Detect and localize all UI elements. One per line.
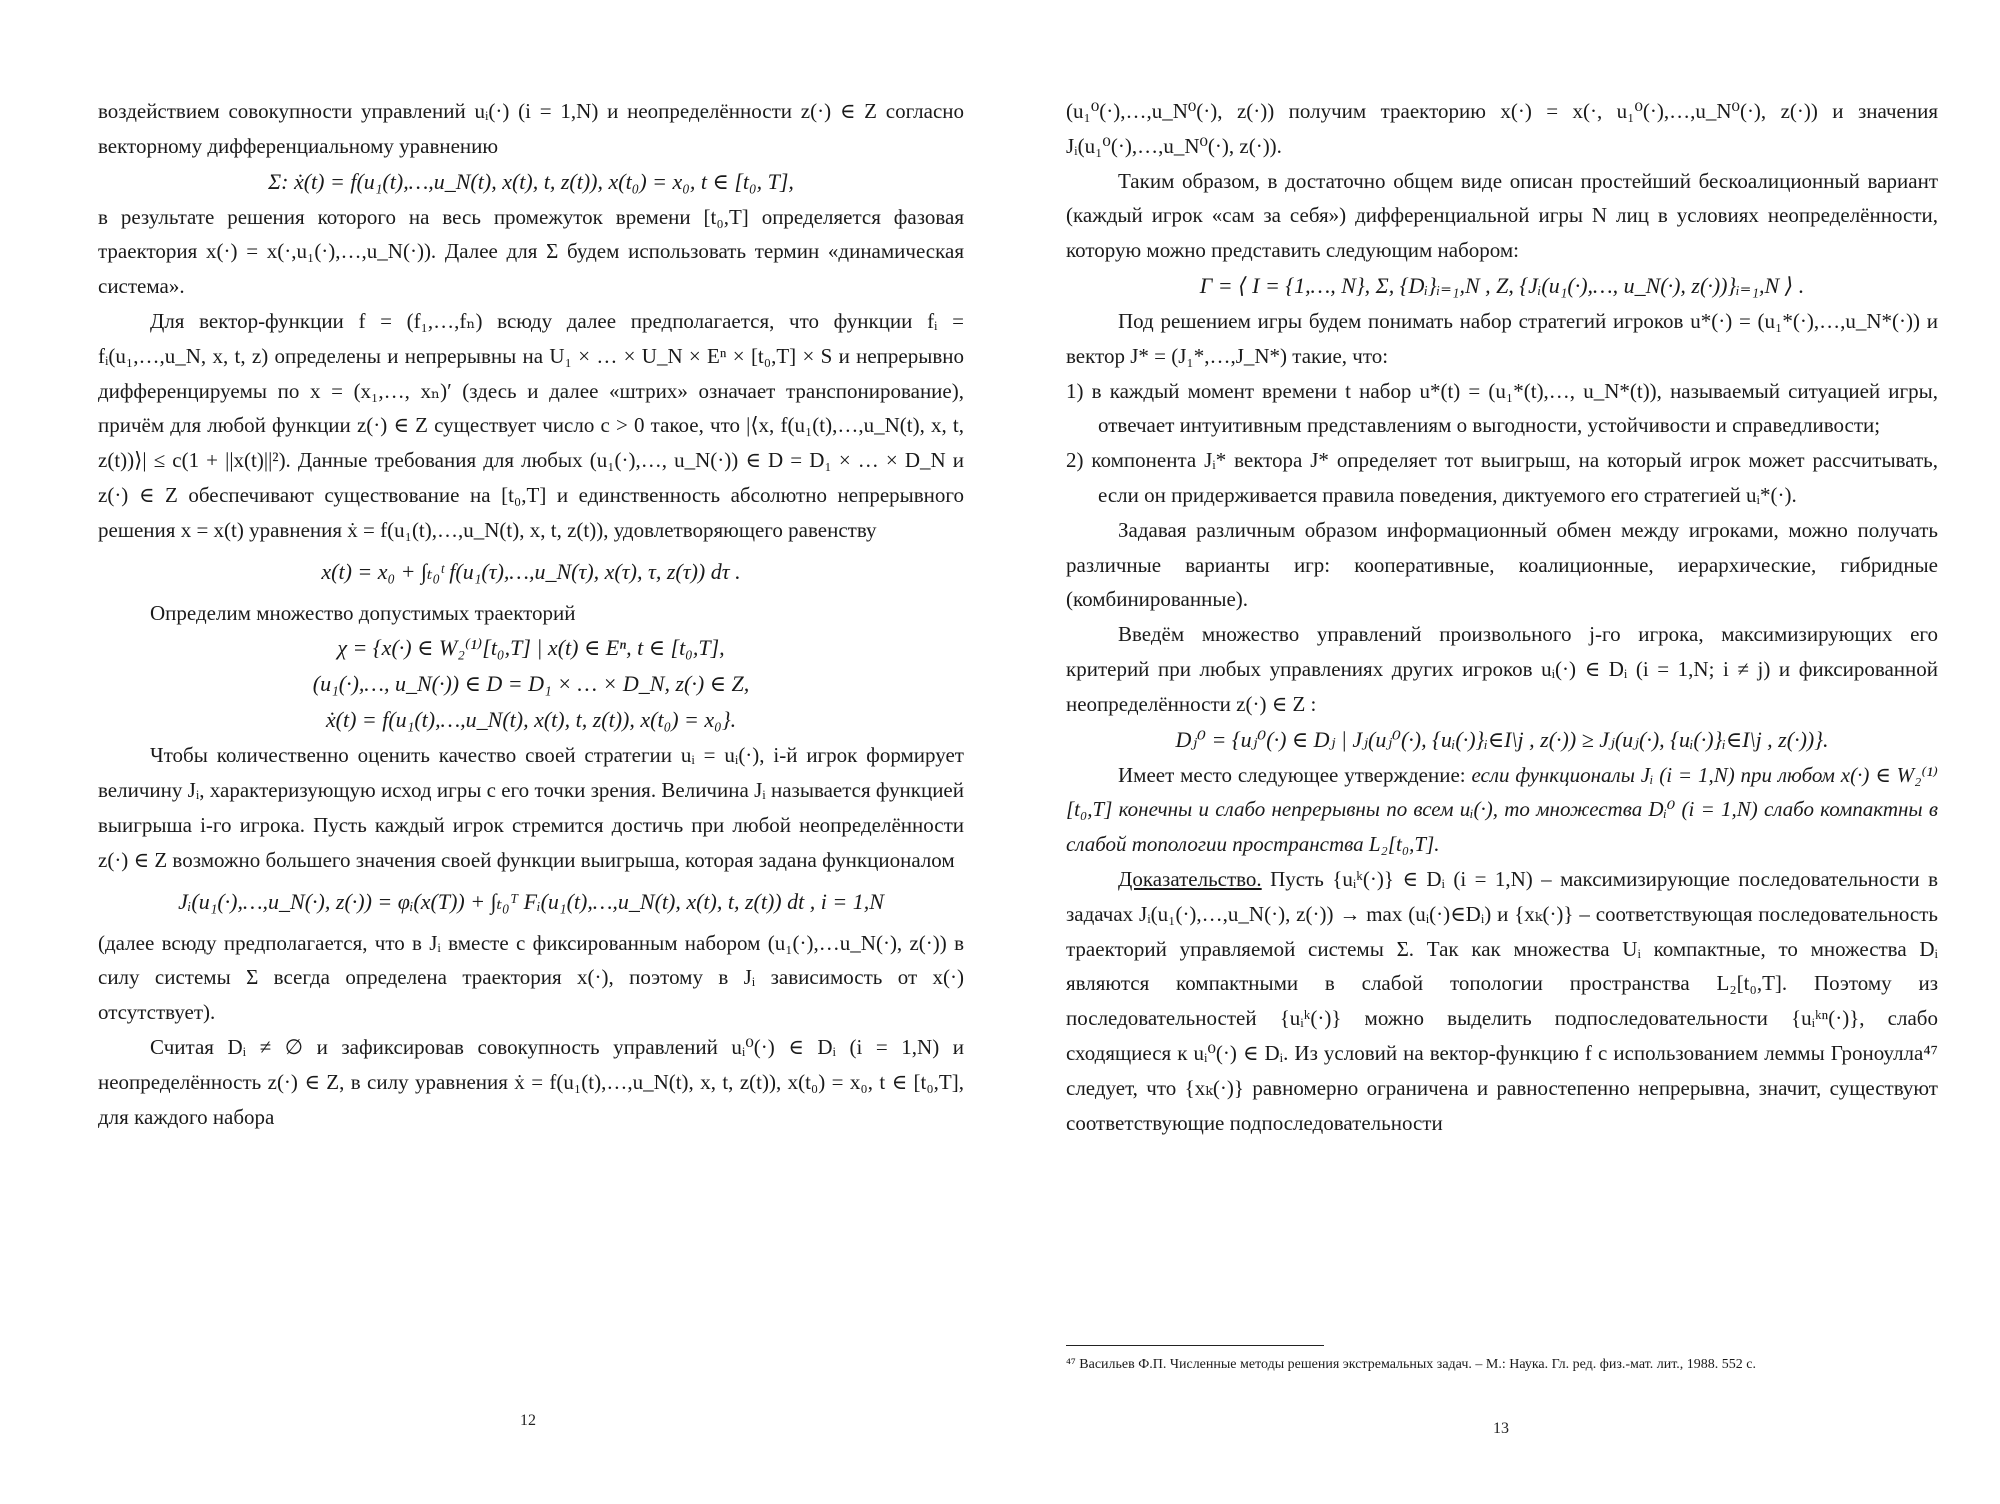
equation-integral: x(t) = x₀ + ∫ₜ₀ᵗ f(u₁(τ),…,u_N(τ), x(τ), τ, z(τ)) dτ . [321,558,741,584]
paragraph: воздействием совокупности управлений uᵢ(·) (i = 1,N) и неопределённости z(·) ∈ Z согласно векторному дифференциальному уравнению [98,99,964,158]
paragraph: Введём множество управлений произвольного j-го игрока, максимизирующих его критерий при любых управлениях других игроков uᵢ(·) ∈ Dᵢ (i = 1,N; i ≠ j) и фиксированной неопределённости z(·) ∈ Z : [1066,622,1938,716]
equation-d-set: Dⱼ⁰ = {uⱼ⁰(·) ∈ Dⱼ | Jⱼ(uⱼ⁰(·), {uᵢ(·)}ᵢ∈I\j , z(·)) ≥ Jⱼ(uⱼ(·), {uᵢ(·)}ᵢ∈I\j , z(·))}. [1175,726,1829,752]
paragraph: Определим множество допустимых траекторий [150,600,576,625]
paragraph: (далее всюду предполагается, что в Jᵢ вместе с фиксированным набором (u₁(·),…u_N(·), z(·)) в силу системы Σ всегда определена траектория x(·), поэтому в Jᵢ зависимость от x(·) отсутствует). [98,930,964,1025]
footnote-divider [1066,1345,1324,1346]
equation-chi-line-1: χ = {x(·) ∈ W₂⁽¹⁾[t₀,T] | x(t) ∈ Eⁿ, t ∈ [t₀,T], [337,635,725,661]
equation-payoff: Jᵢ(u₁(·),…,u_N(·), z(·)) = φᵢ(x(T)) + ∫ₜ₀ᵀ Fᵢ(u₁(t),…,u_N(t), x(t), t, z(t)) dt , i = 1,N [178,888,884,914]
paragraph: (u₁⁰(·),…,u_N⁰(·), z(·)) получим траекторию x(·) = x(·, u₁⁰(·),…,u_N⁰(·), z(·)) и значения Jᵢ(u₁⁰(·),…,u_N⁰(·), z(·)). [1066,99,1938,158]
paragraph: Считая Dᵢ ≠ ∅ и зафиксировав совокупность управлений uᵢ⁰(·) ∈ Dᵢ (i = 1,N) и неопределённость z(·) ∈ Z, в силу уравнения ẋ = f(u₁(t),…,u_N(t), x, t, z(t)), x(t₀) = x₀, t ∈ [t₀,T], для каждого набора [98,1034,964,1129]
equation-chi-line-3: ẋ(t) = f(u₁(t),…,u_N(t), x(t), t, z(t)), x(t₀) = x₀}. [325,707,737,733]
paragraph: Задавая различным образом информационный обмен между игроками, можно получать различные варианты игр: кооперативные, коалиционные, иерархические, гибридные (комбинированные). [1066,517,1938,612]
paragraph: Таким образом, в достаточно общем виде описан простейший бескоалиционный вариант (каждый игрок «сам за себя») дифференциальной игры N лиц в условиях неопределённости, которую можно представить следующим набором: [1066,168,1938,263]
theorem-intro: Имеет место следующее утверждение: [1118,762,1472,787]
page-number: 12 [520,1412,536,1429]
equation-chi-line-2: (u₁(·),…, u_N(·)) ∈ D = D₁ × … × D_N, z(·) ∈ Z, [312,671,750,697]
footnote: ⁴⁷ Васильев Ф.П. Численные методы решения экстремальных задач. – М.: Наука. Гл. ред. физ.-мат. лит., 1988. 552 с. [1066,1357,1756,1372]
list-item: 1) в каждый момент времени t набор u*(t) = (u₁*(t),…, u_N*(t)), называемый ситуацией игры, отвечает интуитивным представлениям о выгодности, устойчивости и справедливости; [1066,378,1938,438]
paragraph: Под решением игры будем понимать набор стратегий игроков u*(·) = (u₁*(·),…,u_N*(·)) и вектор J* = (J₁*,…,J_N*) такие, что: [1066,308,1938,368]
equation-sigma: Σ: ẋ(t) = f(u₁(t),…,u_N(t), x(t), t, z(t)), x(t₀) = x₀, t ∈ [t₀, T], [268,168,794,194]
proof-paragraph [1066,862,1938,1140]
list-item: 2) компонента Jᵢ* вектора J* определяет тот выигрыш, на который игрок может рассчитывать, если он придерживается правила поведения, диктуемого его стратегией uᵢ*(·). [1066,448,1938,507]
paragraph: Чтобы количественно оценить качество своей стратегии uᵢ = uᵢ(·), i-й игрок формирует величину Jᵢ, характеризующую исход игры с его точки зрения. Величина Jᵢ называется функцией выигрыша i-го игрока. Пусть каждый игрок стремится достичь при любой неопределённости z(·) ∈ Z возможно большего значения своей функции выигрыша, которая задана функционалом [98,743,964,872]
page-number: 13 [1493,1420,1509,1437]
proof-text: Пусть {uᵢᵏ(·)} ∈ Dᵢ (i = 1,N) – максимизирующие последовательности в задачах Jᵢ(u₁(·),…,u_N(·), z(·)) → max (uᵢ(·)∈Dᵢ) и {xₖ(·)} – соответствующая последовательность траекторий управляемой системы Σ. Так как множества Uᵢ компактные, то множества Dᵢ являются компактными в слабой топологии пространства L₂[t₀,T]. Поэтому из последовательностей {uᵢᵏ(·)} можно выделить подпоследовательности {uᵢᵏⁿ(·)}, слабо сходящиеся к uᵢ⁰(·) ∈ Dᵢ. Из условий на вектор-функцию f с использованием леммы Гроноулла⁴⁷ следует, что {xₖ(·)} равномерно ограничена и равностепенно непрерывна, значит, существуют соответствующие подпоследовательности [1066,866,1938,1135]
equation-gamma: Γ = ⟨ I = {1,…, N}, Σ, {Dᵢ}ᵢ₌₁,N , Z, {Jᵢ(u₁(·),…, u_N(·), z(·))}ᵢ₌₁,N ⟩ . [1199,272,1805,298]
theorem-statement: если функционалы Jᵢ (i = 1,N) при любом x(·) ∈ W₂⁽¹⁾[t₀,T] конечны и слабо непрерывны по всем uᵢ(·), то множества Dᵢ⁰ (i = 1,N) слабо компактны в слабой топологии пространства L₂[t₀,T]. [1066,762,1938,857]
left-page [98,94,964,1134]
theorem-paragraph [1066,758,1938,862]
paragraph: Для вектор-функции f = (f₁,…,fₙ) всюду далее предполагается, что функции fᵢ = fᵢ(u₁,…,u_N, x, t, z) определены и непрерывны на U₁ × … × U_N × Eⁿ × [t₀,T] × S и непрерывно дифференцируемы по x = (x₁,…, xₙ)′ (здесь и далее «штрих» означает транспонирование), причём для любой функции z(·) ∈ Z существует число c > 0 такое, что |⟨x, f(u₁(t),…,u_N(t), x, t, z(t))⟩| ≤ c(1 + ||x(t)||²). Данные требования для любых (u₁(·),…, u_N(·)) ∈ D = D₁ × … × D_N и z(·) ∈ Z обеспечивают существование на [t₀,T] и единственность абсолютно непрерывного решения x = x(t) уравнения ẋ = f(u₁(t),…,u_N(t), x, t, z(t)), удовлетворяющего равенству [98,308,964,542]
proof-label: Доказательство. [1118,866,1262,891]
paragraph: в результате решения которого на весь промежуток времени [t₀,T] определяется фазовая траектория x(·) = x(·,u₁(·),…,u_N(·)). Далее для Σ будем использовать термин «динамическая система». [98,204,964,299]
right-page [1066,94,1938,1140]
